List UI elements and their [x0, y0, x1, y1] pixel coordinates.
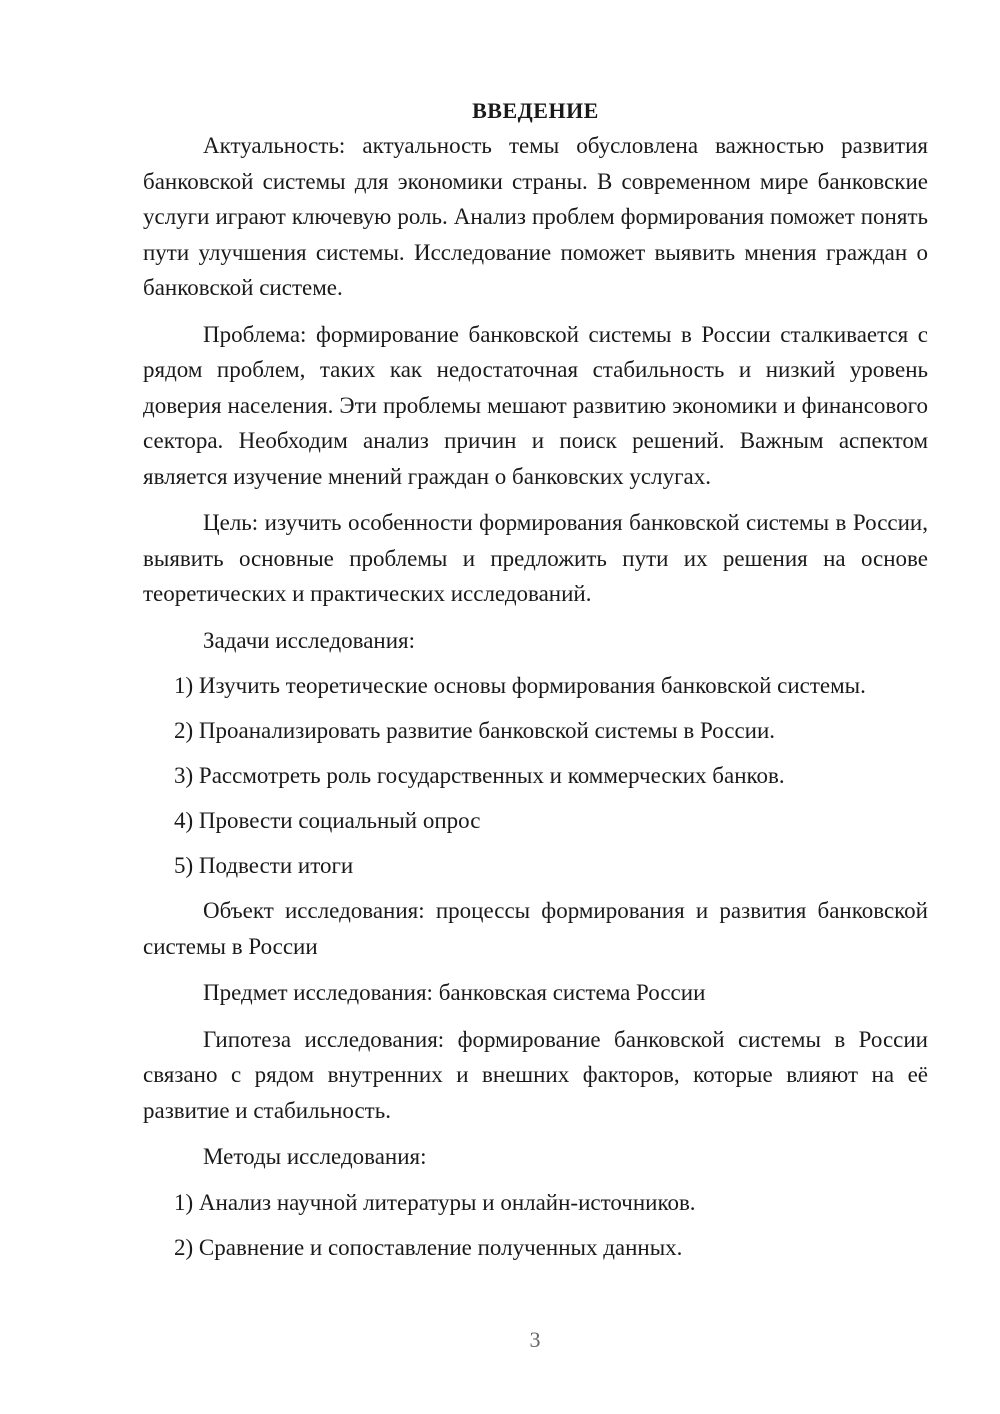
task-item: 1) Изучить теоретические основы формирования банковской системы. — [174, 673, 866, 698]
object-paragraph: Объект исследования: процессы формирования и развития банковской системы в России — [143, 898, 928, 959]
task-item: 5) Подвести итоги — [174, 853, 354, 878]
problem-paragraph: Проблема: формирование банковской системы в России сталкивается с рядом проблем, таких как недостаточная стабильность и низкий уровень доверия населения. Эти проблемы мешают развитию экономики и финансового сектора. Необходим анализ причин и поиск решений. Важным аспектом является изучение мнений граждан о банковских услугах. — [143, 321, 928, 489]
method-item: 1) Анализ научной литературы и онлайн-источников. — [174, 1189, 696, 1215]
page-number: 3 — [529, 1327, 541, 1352]
method-item: 2) Сравнение и сопоставление полученных данных. — [174, 1234, 683, 1260]
page-content — [143, 93, 928, 1265]
hypothesis-paragraph: Гипотеза исследования: формирование банковской системы в России связано с рядом внутренних и внешних факторов, которые влияют на её развитие и стабильность. — [143, 1026, 928, 1123]
task-item: 2) Проанализировать развитие банковской системы в России. — [174, 718, 776, 743]
subject-paragraph: Предмет исследования: банковская система России — [203, 980, 706, 1005]
goal-paragraph: Цель: изучить особенности формирования банковской системы в России, выявить основные проблемы и предложить пути их решения на основе теоретических и практических исследований. — [143, 510, 928, 606]
task-item: 4) Провести социальный опрос — [174, 808, 481, 833]
relevance-paragraph: Актуальность: актуальность темы обусловлена важностью развития банковской системы для экономики страны. В современном мире банковские услуги играют ключевую роль. Анализ проблем формирования поможет понять пути улучшения системы. Исследование поможет выявить мнения граждан о банковской системе. — [143, 133, 928, 300]
task-item: 3) Рассмотреть роль государственных и коммерческих банков. — [174, 763, 785, 788]
methods-title: Методы исследования: — [203, 1144, 427, 1169]
section-heading: ВВЕДЕНИЕ — [472, 98, 599, 123]
tasks-title: Задачи исследования: — [203, 627, 416, 653]
